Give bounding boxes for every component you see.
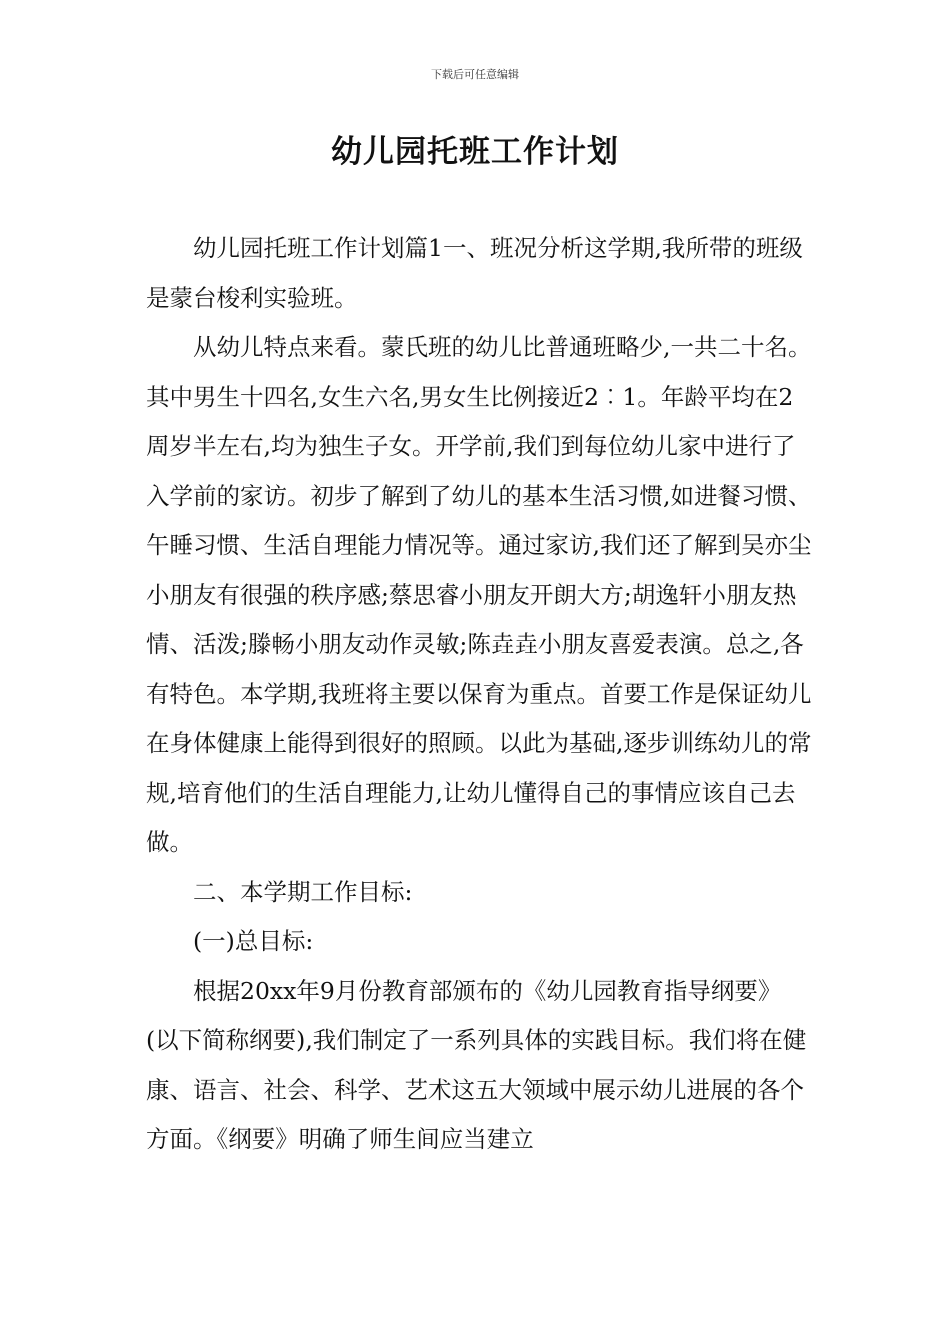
paragraph-intro: 幼儿园托班工作计划篇1一、班况分析这学期,我所带的班级是蒙台梭利实验班。	[146, 234, 803, 312]
document-body	[146, 224, 814, 1165]
paragraph-section-heading: 二、本学期工作目标:	[193, 877, 413, 906]
paragraph-subheading: (一)总目标:	[193, 927, 314, 955]
paragraph-goals: 根据20xx年9月份教育部颁布的《幼儿园教育指导纲要》(以下简称纲要),我们制定了一系列具体的实践目标。我们将在健康、语言、社会、科学、艺术这五大领域中展示幼儿进展的各个方面。《纲要》明确了师生间应当建立	[146, 976, 807, 1153]
paragraph-class-analysis: 从幼儿特点来看。蒙氏班的幼儿比普通班略少,一共二十名。其中男生十四名,女生六名,男女生比例接近2︰1。年龄平均在2周岁半左右,均为独生子女。开学前,我们到每位幼儿家中进行了入学前的家访。初步了解到了幼儿的基本生活习惯,如进餐习惯、午睡习惯、生活自理能力情况等。通过家访,我们还了解到吴亦尘小朋友有很强的秩序感;蔡思睿小朋友开朗大方;胡逸轩小朋友热情、活泼;滕畅小朋友动作灵敏;陈垚垚小朋友喜爱表演。总之,各有特色。本学期,我班将主要以保育为重点。首要工作是保证幼儿在身体健康上能得到很好的照顾。以此为基础,逐步训练幼儿的常规,培育他们的生活自理能力,让幼儿懂得自己的事情应该自己去做。	[146, 333, 812, 856]
header-note: 下载后可任意编辑	[431, 68, 519, 81]
page-title: 幼儿园托班工作计划	[331, 134, 619, 170]
